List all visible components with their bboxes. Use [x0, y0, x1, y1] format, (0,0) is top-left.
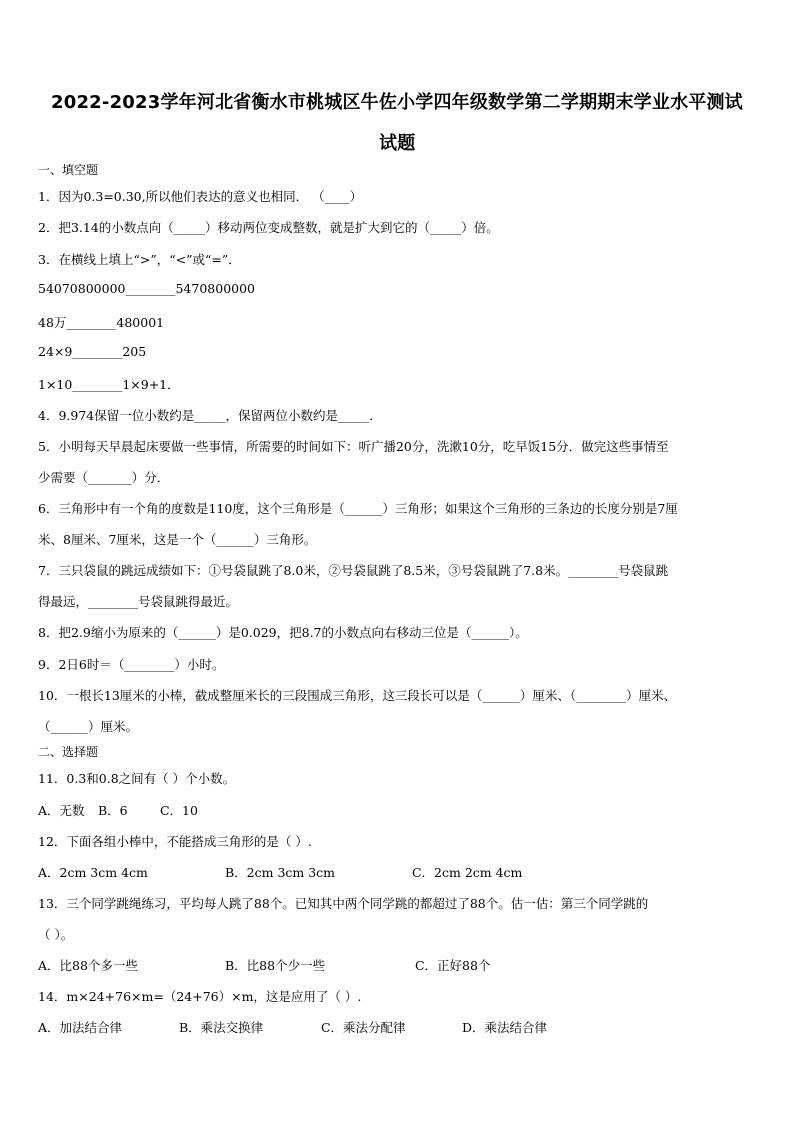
question-1: 1．因为0.3=0.30,所以他们表达的意义也相同． （____）	[38, 189, 363, 204]
title-line-2: 试题	[379, 133, 416, 154]
question-3-item: 1×10________1×9+1．	[38, 377, 180, 392]
question-6-line-1: 6．三角形中有一个角的度数是110度，这个三角形是（______）三角形；如果这个三角形的三条边的长度分别是7厘	[38, 501, 678, 516]
option-a[interactable]: A．无数	[38, 803, 85, 818]
question-3-item: 48万________480001	[38, 315, 165, 330]
question-7-line-1: 7．三只袋鼠的跳远成绩如下：①号袋鼠跳了8.0米，②号袋鼠跳了8.5米，③号袋鼠跳了7.8米。________号袋鼠跳	[38, 563, 669, 578]
option-c[interactable]: C．乘法分配律	[320, 1020, 406, 1035]
option-c[interactable]: C．10	[159, 803, 198, 818]
question-4: 4．9.974保留一位小数约是_____，保留两位小数约是_____．	[38, 408, 382, 423]
question-2: 2．把3.14的小数点向（_____）移动两位变成整数，就是扩大到它的（_____）倍。	[38, 220, 499, 235]
option-d[interactable]: D．乘法结合律	[461, 1020, 547, 1035]
question-3-item: 24×9________205	[38, 344, 147, 359]
section-choice: 二、选择题	[38, 745, 99, 759]
option-a[interactable]: A．2cm 3cm 4cm	[38, 865, 148, 880]
question-3-intro: 3．在横线上填上“>”，“<”或“=”．	[38, 252, 241, 267]
question-5-line-2: 少需要（_______）分．	[38, 470, 170, 485]
question-10-line-1: 10．一根长13厘米的小棒，截成整厘米长的三段围成三角形，这三段长可以是（______）厘米、（________）厘米、	[38, 688, 677, 703]
question-14: 14．m×24+76×m=（24+76）×m，这是应用了（ ）.	[38, 989, 362, 1004]
question-13-line-2: （ ）。	[38, 927, 74, 942]
option-c[interactable]: C．2cm 2cm 4cm	[411, 865, 523, 880]
question-12-options	[38, 863, 522, 881]
option-b[interactable]: B．比88个少一些	[224, 958, 326, 973]
option-b[interactable]: B．2cm 3cm 3cm	[224, 865, 336, 880]
section-fill-blank: 一、填空题	[38, 163, 99, 177]
option-b[interactable]: B．乘法交换律	[178, 1020, 264, 1035]
question-10-line-2: （______）厘米。	[38, 719, 139, 734]
question-14-options	[38, 1018, 547, 1036]
question-9: 9．2日6时＝（________）小时。	[38, 657, 225, 672]
question-13-line-1: 13．三个同学跳绳练习，平均每人跳了88个。已知其中两个同学跳的都超过了88个。估一估：第三个同学跳的	[38, 896, 649, 911]
question-12: 12．下面各组小棒中，不能搭成三角形的是（ ）.	[38, 834, 312, 849]
question-11-options	[38, 801, 198, 819]
question-3-item: 54070800000________5470800000	[38, 281, 256, 296]
option-b[interactable]: B．6	[97, 803, 128, 818]
question-7-line-2: 得最远，________号袋鼠跳得最近。	[38, 594, 239, 609]
question-6-line-2: 米、8厘米、7厘米，这是一个（______）三角形。	[38, 532, 317, 547]
question-5-line-1: 5．小明每天早晨起床要做一些事情，所需要的时间如下：听广播20分，洗漱10分，吃早饭15分．做完这些事情至	[38, 439, 669, 454]
question-11: 11．0.3和0.8之间有（ ）个小数。	[38, 771, 236, 786]
option-a[interactable]: A．比88个多一些	[38, 958, 138, 973]
option-a[interactable]: A．加法结合律	[38, 1020, 123, 1035]
question-13-options	[38, 956, 490, 974]
option-c[interactable]: C．正好88个	[414, 958, 491, 973]
question-8: 8．把2.9缩小为原来的（______）是0.029，把8.7的小数点向右移动三位是（______）。	[38, 625, 528, 640]
title-line-1: 2022-2023学年河北省衡水市桃城区牛佐小学四年级数学第二学期期末学业水平测试	[51, 92, 743, 113]
